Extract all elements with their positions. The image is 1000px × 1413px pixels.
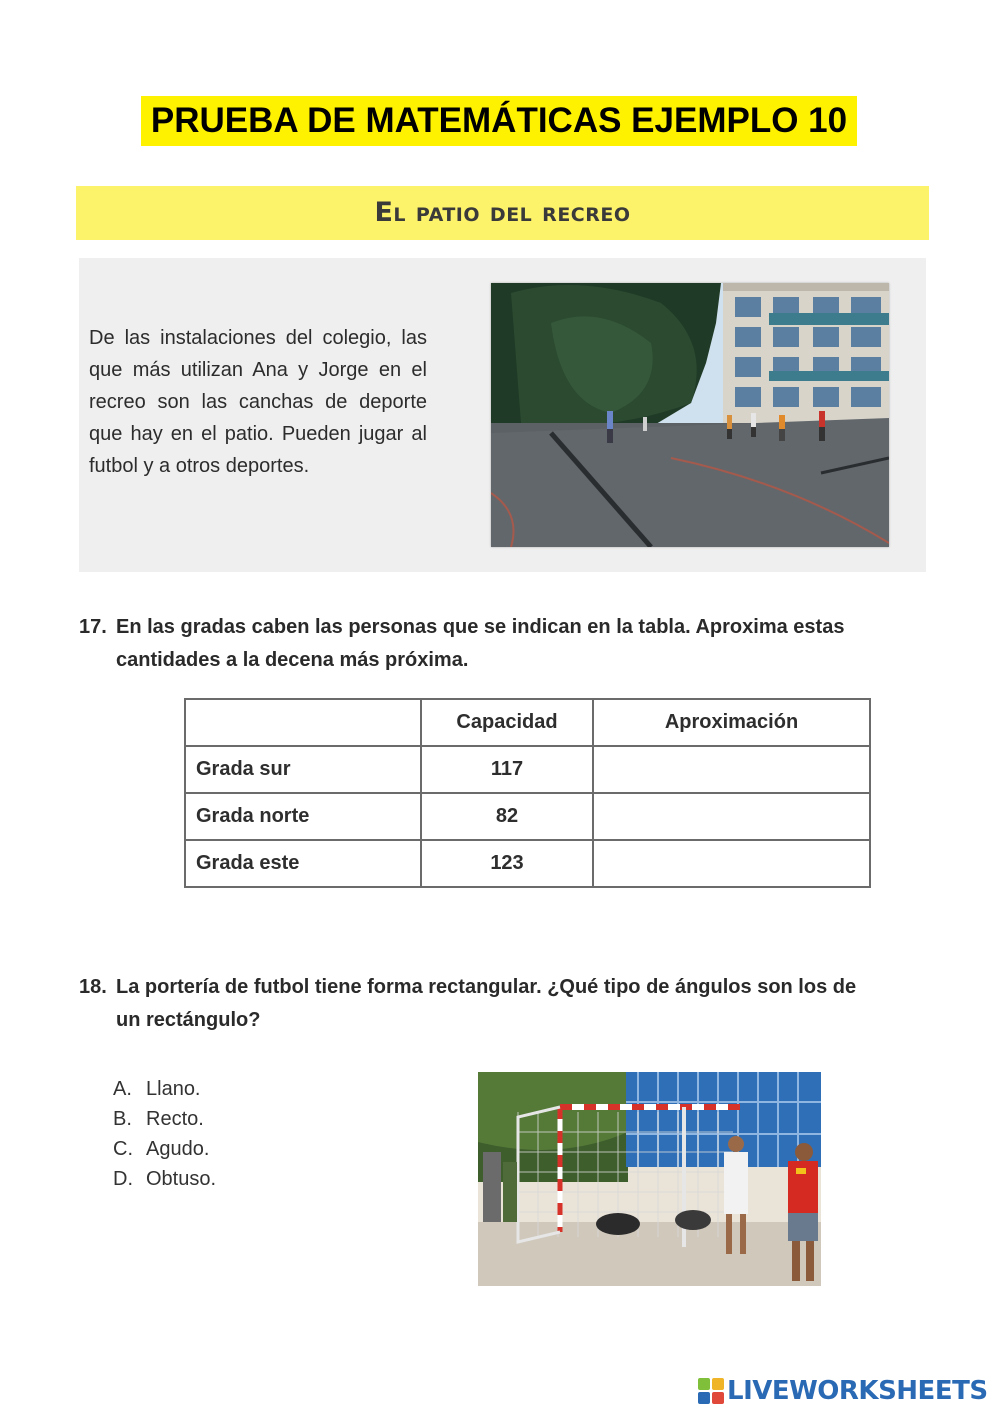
row-label: Grada este: [185, 840, 421, 887]
table-row: [185, 840, 870, 887]
answer-options: [113, 1074, 216, 1194]
question-text-line2: cantidades a la decena más próxima.: [116, 649, 469, 671]
intro-text: De las instalaciones del colegio, las que más utilizan Ana y Jorge en el recreo son las canchas de deporte que hay en el patio. Pueden jugar al futbol y a otros deportes.: [89, 327, 427, 477]
page-title: PRUEBA DE MATEMÁTICAS EJEMPLO 10: [141, 96, 857, 146]
row-label: Grada norte: [185, 793, 421, 840]
section-title: El patio del recreo: [374, 197, 631, 228]
row-capacity: 82: [421, 793, 593, 840]
liveworksheets-icon: [698, 1378, 724, 1404]
section-banner: [76, 186, 929, 240]
option-letter: B.: [113, 1108, 132, 1130]
option-letter: D.: [113, 1168, 133, 1190]
option-letter: C.: [113, 1138, 133, 1160]
question-17: [79, 611, 927, 677]
option-c[interactable]: [113, 1134, 216, 1164]
table-header-capacity: Capacidad: [421, 699, 593, 746]
row-label: Grada sur: [185, 746, 421, 793]
brand-text: LIVEWORKSHEETS: [727, 1376, 988, 1406]
table-header-approximation: Aproximación: [593, 699, 870, 746]
table-header-row: [185, 699, 870, 746]
liveworksheets-logo: [698, 1375, 988, 1407]
option-label: Recto.: [146, 1108, 204, 1130]
table-row: [185, 793, 870, 840]
table-row: [185, 746, 870, 793]
question-text-line2: un rectángulo?: [116, 1009, 261, 1031]
approximation-answer-cell[interactable]: [593, 746, 870, 793]
playground-photo: [491, 283, 889, 547]
table-header-empty: [185, 699, 421, 746]
question-number: 18.: [79, 976, 107, 998]
question-text-line1: En las gradas caben las personas que se indican en la tabla. Aproxima estas: [116, 616, 845, 638]
option-label: Llano.: [146, 1078, 201, 1100]
option-a[interactable]: [113, 1074, 216, 1104]
row-capacity: 123: [421, 840, 593, 887]
approximation-answer-cell[interactable]: [593, 793, 870, 840]
option-label: Obtuso.: [146, 1168, 217, 1190]
row-capacity: 117: [421, 746, 593, 793]
question-18: [79, 971, 927, 1037]
capacity-table: [184, 698, 871, 888]
option-letter: A.: [113, 1078, 132, 1100]
option-label: Agudo.: [146, 1138, 210, 1160]
option-d[interactable]: [113, 1164, 216, 1194]
approximation-answer-cell[interactable]: [593, 840, 870, 887]
question-text-line1: La portería de futbol tiene forma rectangular. ¿Qué tipo de ángulos son los de: [116, 976, 857, 998]
question-number: 17.: [79, 616, 107, 638]
soccer-goal-photo: [478, 1072, 821, 1286]
option-b[interactable]: [113, 1104, 216, 1134]
